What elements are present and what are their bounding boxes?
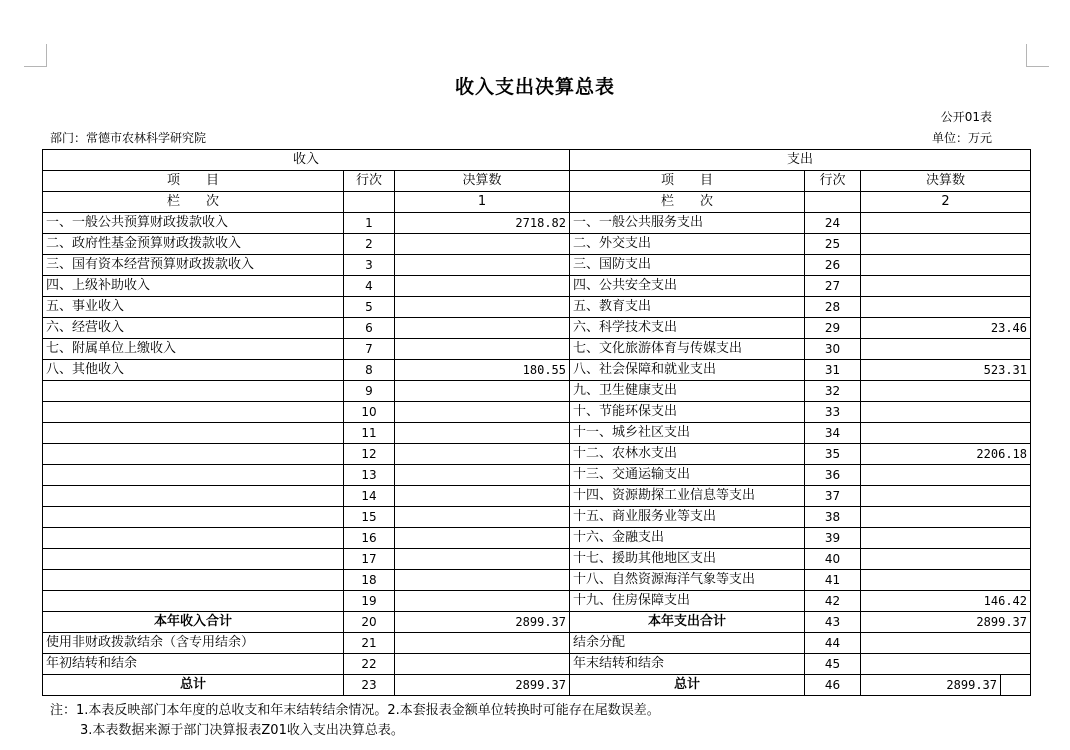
- note-line-2: 3.本表数据来源于部门决算报表Z01收入支出决算总表。: [80, 723, 404, 738]
- income-amount: [395, 297, 570, 318]
- page-corner-mark-left: [24, 44, 47, 67]
- table-row: [43, 591, 1031, 612]
- income-amount: [395, 486, 570, 507]
- income-item: 八、其他收入: [43, 360, 344, 381]
- table-row: [43, 276, 1031, 297]
- income-item-header: 项 目: [43, 171, 344, 192]
- income-grand-total-amount: 2899.37: [395, 675, 570, 696]
- column-header-row: [43, 171, 1031, 192]
- income-line-no: 4: [344, 276, 395, 297]
- income-item: 五、事业收入: [43, 297, 344, 318]
- expense-amount: [861, 234, 1031, 255]
- expense-item: 十、节能环保支出: [570, 402, 805, 423]
- income-amount: [395, 276, 570, 297]
- income-item: [43, 465, 344, 486]
- section-header-row: [43, 150, 1031, 171]
- income-line-no: 16: [344, 528, 395, 549]
- income-line-no: 17: [344, 549, 395, 570]
- income-carryover-line: 21: [344, 633, 395, 654]
- income-begin-balance-label: 年初结转和结余: [43, 654, 344, 675]
- expense-line-no: 39: [805, 528, 861, 549]
- expense-amount: 146.42: [861, 591, 1031, 612]
- income-line-no: 6: [344, 318, 395, 339]
- income-grand-total-line: 23: [344, 675, 395, 696]
- expense-grand-total-line: 46: [805, 675, 861, 696]
- expense-item: 六、科学技术支出: [570, 318, 805, 339]
- income-line-no: 1: [344, 213, 395, 234]
- carryover-row: [43, 633, 1031, 654]
- table-row: [43, 339, 1031, 360]
- income-amount: [395, 570, 570, 591]
- income-carryover-amount: [395, 633, 570, 654]
- table-row: [43, 423, 1031, 444]
- income-line-no: 9: [344, 381, 395, 402]
- income-line-no: 11: [344, 423, 395, 444]
- income-grand-total-label: 总计: [43, 675, 344, 696]
- expense-distribution-label: 结余分配: [570, 633, 805, 654]
- income-column-line-blank: [344, 192, 395, 213]
- expense-item: 五、教育支出: [570, 297, 805, 318]
- table-row: [43, 486, 1031, 507]
- income-total-amount: 2899.37: [395, 612, 570, 633]
- income-amount: [395, 339, 570, 360]
- expense-line-no: 38: [805, 507, 861, 528]
- expense-amount: [861, 402, 1031, 423]
- income-item: [43, 549, 344, 570]
- income-section-header: 收入: [43, 150, 570, 171]
- expense-column-label: 栏 次: [570, 192, 805, 213]
- expense-line-no: 25: [805, 234, 861, 255]
- expense-line-no: 29: [805, 318, 861, 339]
- expense-line-no: 35: [805, 444, 861, 465]
- table-row: [43, 570, 1031, 591]
- income-begin-balance-line: 22: [344, 654, 395, 675]
- expense-item: 十二、农林水支出: [570, 444, 805, 465]
- expense-amount: [861, 549, 1031, 570]
- income-amount: [395, 591, 570, 612]
- expense-item: 八、社会保障和就业支出: [570, 360, 805, 381]
- table-row: [43, 402, 1031, 423]
- page-corner-mark-right: [1026, 44, 1049, 67]
- income-line-no: 13: [344, 465, 395, 486]
- unit-label: 单位：万元: [931, 131, 992, 145]
- grand-total-gap: [1001, 675, 1031, 696]
- income-item: [43, 444, 344, 465]
- table-row: [43, 297, 1031, 318]
- income-line-header: 行次: [344, 171, 395, 192]
- income-amount-header: 决算数: [395, 171, 570, 192]
- expense-section-header: 支出: [570, 150, 1031, 171]
- expense-column-line-blank: [805, 192, 861, 213]
- table-row: [43, 318, 1031, 339]
- expense-item: 九、卫生健康支出: [570, 381, 805, 402]
- income-total-line: 20: [344, 612, 395, 633]
- expense-total-amount: 2899.37: [861, 612, 1031, 633]
- expense-end-balance-label: 年末结转和结余: [570, 654, 805, 675]
- table-row: [43, 255, 1031, 276]
- expense-item: 十五、商业服务业等支出: [570, 507, 805, 528]
- income-amount: [395, 549, 570, 570]
- note-line-1: 注：1.本表反映部门本年度的总收支和年末结转结余情况。2.本套报表金额单位转换时可能存在尾数误差。: [50, 703, 660, 718]
- table-row: [43, 213, 1031, 234]
- income-column-number: 1: [395, 192, 570, 213]
- grand-total-row: [43, 675, 1031, 696]
- expense-distribution-line: 44: [805, 633, 861, 654]
- income-amount: 180.55: [395, 360, 570, 381]
- income-amount: [395, 402, 570, 423]
- expense-amount: [861, 213, 1031, 234]
- expense-amount: [861, 423, 1031, 444]
- total-row: [43, 612, 1031, 633]
- income-item: [43, 507, 344, 528]
- income-amount: 2718.82: [395, 213, 570, 234]
- income-item: 一、一般公共预算财政拨款收入: [43, 213, 344, 234]
- expense-item: 十一、城乡社区支出: [570, 423, 805, 444]
- income-amount: [395, 255, 570, 276]
- income-total-label: 本年收入合计: [43, 612, 344, 633]
- income-item: 三、国有资本经营预算财政拨款收入: [43, 255, 344, 276]
- income-line-no: 3: [344, 255, 395, 276]
- expense-item: 二、外交支出: [570, 234, 805, 255]
- income-item: [43, 381, 344, 402]
- expense-item: 一、一般公共服务支出: [570, 213, 805, 234]
- expense-line-no: 31: [805, 360, 861, 381]
- expense-amount: 2206.18: [861, 444, 1031, 465]
- expense-amount: [861, 486, 1031, 507]
- income-amount: [395, 507, 570, 528]
- expense-distribution-amount: [861, 633, 1031, 654]
- table-row: [43, 549, 1031, 570]
- expense-end-balance-line: 45: [805, 654, 861, 675]
- income-item: 六、经营收入: [43, 318, 344, 339]
- form-code: 公开01表: [940, 110, 992, 124]
- expense-item-header: 项 目: [570, 171, 805, 192]
- income-item: [43, 402, 344, 423]
- expense-column-number: 2: [861, 192, 1031, 213]
- expense-line-no: 33: [805, 402, 861, 423]
- income-line-no: 18: [344, 570, 395, 591]
- income-column-label: 栏 次: [43, 192, 344, 213]
- income-line-no: 14: [344, 486, 395, 507]
- expense-item: 十七、援助其他地区支出: [570, 549, 805, 570]
- department-label: 部门：常德市农林科学研究院: [50, 131, 207, 145]
- income-amount: [395, 318, 570, 339]
- income-item: [43, 591, 344, 612]
- expense-line-no: 37: [805, 486, 861, 507]
- expense-amount: [861, 465, 1031, 486]
- expense-total-label: 本年支出合计: [570, 612, 805, 633]
- expense-item: 四、公共安全支出: [570, 276, 805, 297]
- expense-total-line: 43: [805, 612, 861, 633]
- income-item: 二、政府性基金预算财政拨款收入: [43, 234, 344, 255]
- income-line-no: 12: [344, 444, 395, 465]
- income-line-no: 7: [344, 339, 395, 360]
- expense-line-no: 32: [805, 381, 861, 402]
- expense-item: 十六、金融支出: [570, 528, 805, 549]
- expense-line-no: 40: [805, 549, 861, 570]
- expense-line-no: 34: [805, 423, 861, 444]
- table-row: [43, 360, 1031, 381]
- income-expense-table: [42, 149, 1031, 696]
- income-item: [43, 570, 344, 591]
- income-begin-balance-amount: [395, 654, 570, 675]
- income-amount: [395, 528, 570, 549]
- expense-line-no: 42: [805, 591, 861, 612]
- table-row: [43, 234, 1031, 255]
- expense-end-balance-amount: [861, 654, 1031, 675]
- income-amount: [395, 465, 570, 486]
- expense-amount: [861, 528, 1031, 549]
- income-item: [43, 423, 344, 444]
- table-row: [43, 528, 1031, 549]
- expense-amount: [861, 255, 1031, 276]
- expense-amount: [861, 507, 1031, 528]
- expense-amount: [861, 339, 1031, 360]
- expense-grand-total-label: 总计: [570, 675, 805, 696]
- expense-item: 十八、自然资源海洋气象等支出: [570, 570, 805, 591]
- expense-line-no: 27: [805, 276, 861, 297]
- income-line-no: 2: [344, 234, 395, 255]
- income-line-no: 8: [344, 360, 395, 381]
- table-row: [43, 507, 1031, 528]
- income-amount: [395, 381, 570, 402]
- expense-amount: 523.31: [861, 360, 1031, 381]
- income-item: 四、上级补助收入: [43, 276, 344, 297]
- income-amount: [395, 234, 570, 255]
- expense-line-header: 行次: [805, 171, 861, 192]
- income-amount: [395, 423, 570, 444]
- expense-grand-total-amount: 2899.37: [861, 675, 1001, 696]
- expense-amount: [861, 276, 1031, 297]
- expense-item: 七、文化旅游体育与传媒支出: [570, 339, 805, 360]
- income-line-no: 5: [344, 297, 395, 318]
- expense-item: 十四、资源勘探工业信息等支出: [570, 486, 805, 507]
- expense-item: 三、国防支出: [570, 255, 805, 276]
- report-title: 收入支出决算总表: [454, 76, 615, 98]
- income-item: 七、附属单位上缴收入: [43, 339, 344, 360]
- income-item: [43, 486, 344, 507]
- expense-item: 十三、交通运输支出: [570, 465, 805, 486]
- expense-item: 十九、住房保障支出: [570, 591, 805, 612]
- expense-line-no: 28: [805, 297, 861, 318]
- notes: [50, 701, 660, 741]
- income-amount: [395, 444, 570, 465]
- expense-amount: [861, 297, 1031, 318]
- expense-amount: [861, 570, 1031, 591]
- income-line-no: 19: [344, 591, 395, 612]
- column-number-row: [43, 192, 1031, 213]
- income-carryover-label: 使用非财政拨款结余（含专用结余）: [43, 633, 344, 654]
- expense-line-no: 24: [805, 213, 861, 234]
- table-row: [43, 381, 1031, 402]
- balance-row: [43, 654, 1031, 675]
- expense-amount: [861, 381, 1031, 402]
- expense-amount: 23.46: [861, 318, 1031, 339]
- expense-line-no: 30: [805, 339, 861, 360]
- table-row: [43, 465, 1031, 486]
- expense-line-no: 36: [805, 465, 861, 486]
- table-row: [43, 444, 1031, 465]
- expense-amount-header: 决算数: [861, 171, 1031, 192]
- income-item: [43, 528, 344, 549]
- income-line-no: 15: [344, 507, 395, 528]
- expense-line-no: 26: [805, 255, 861, 276]
- income-line-no: 10: [344, 402, 395, 423]
- expense-line-no: 41: [805, 570, 861, 591]
